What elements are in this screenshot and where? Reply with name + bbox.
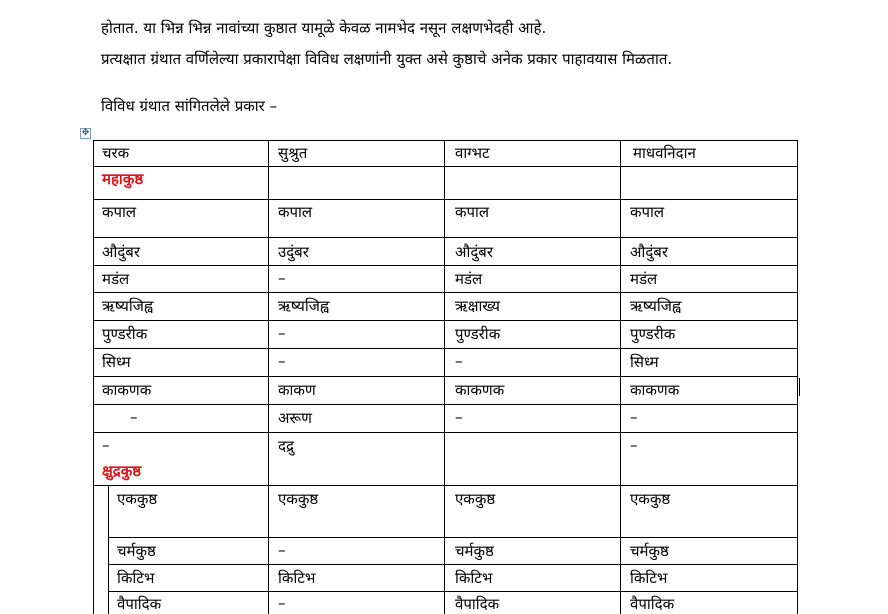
section-kshudrakushtha: क्षुद्रकुष्ठ [102,462,142,480]
table-cell: चर्मकुष्ठ [117,542,156,560]
header-charak: चरक [102,144,130,162]
table-move-handle-icon[interactable]: ✥ [81,128,90,138]
table-cell: एककुष्ठ [117,490,158,508]
table-cell: एककुष्ठ [630,490,671,508]
table-cell: ऋक्षाख्य [455,297,500,315]
table-cell: ऋष्यजिह्व [102,297,154,315]
table-cell: सिध्म [102,353,131,371]
table-cell: किटिभ [630,569,668,587]
text-cursor [799,378,800,396]
table-cell: मडंल [455,270,483,288]
table-cell: वैपादिक [630,595,675,613]
table-cell: काकणक [455,381,505,399]
table-cell: – [102,436,110,454]
paragraph-2: प्रत्यक्षात ग्रंथात वर्णिलेल्या प्रकारापेक्षा विविध लक्षणांनी युक्त असे कुष्ठाचे अनेक प्रकार पाहावयास मिळतात. [101,50,673,68]
table-cell: उदुंबर [278,243,309,261]
table-cell: काकणक [630,381,680,399]
table-cell: मडंल [102,270,130,288]
table-cell: – [630,436,638,454]
table-cell: – [630,408,638,426]
table-cell: एककुष्ठ [455,490,496,508]
table-cell: – [130,408,138,426]
table-cell: किटिभ [455,569,493,587]
table-cell: – [455,352,463,370]
header-sushrut: सुश्रुत [278,144,308,162]
table-cell: वैपादिक [117,595,162,613]
table-cell: – [455,408,463,426]
table-cell: सिध्म [630,353,659,371]
table-cell: मडंल [630,270,658,288]
table-cell: काकण [278,381,316,399]
table-cell: पुण्डरीक [455,325,501,343]
table-cell: किटिभ [278,569,316,587]
table-cell: – [278,352,286,370]
table-cell: काकणक [102,381,152,399]
table-cell: दद्रु [278,437,294,455]
table-cell: – [278,324,286,342]
table-cell: – [278,541,286,559]
table-cell: औदुंबर [102,243,141,261]
table-cell: – [278,269,286,287]
table-cell: औदुंबर [455,243,494,261]
header-madhavnidan: माधवनिदान [633,144,696,162]
table-cell: ऋष्यजिह्व [630,297,682,315]
table-cell: कपाल [102,203,137,221]
paragraph-1: होतात. या भिन्न भिन्न नावांच्या कुष्ठात यामूळे केवळ नामभेद नसून लक्षणभेदही आहे. [101,19,547,37]
table-cell: पुण्डरीक [630,325,676,343]
section-mahakushtha: महाकुष्ठ [102,170,144,188]
table-cell: वैपादिक [455,595,500,613]
table-cell: चर्मकुष्ठ [630,542,669,560]
table-cell: एककुष्ठ [278,490,319,508]
header-vagbhat: वाग्भट [455,144,490,162]
table-cell: कपाल [630,203,665,221]
table-caption: विविध ग्रंथात सांगितलेले प्रकार – [101,97,278,115]
table-cell: औदुंबर [630,243,669,261]
table-cell: कपाल [278,203,313,221]
table-cell: – [278,594,286,612]
table-cell: ऋष्यजिह्व [278,297,330,315]
table-cell: चर्मकुष्ठ [455,542,494,560]
table-cell: पुण्डरीक [102,325,148,343]
table-cell: अरूण [278,409,312,427]
table-cell: किटिभ [117,569,155,587]
table-cell: कपाल [455,203,490,221]
